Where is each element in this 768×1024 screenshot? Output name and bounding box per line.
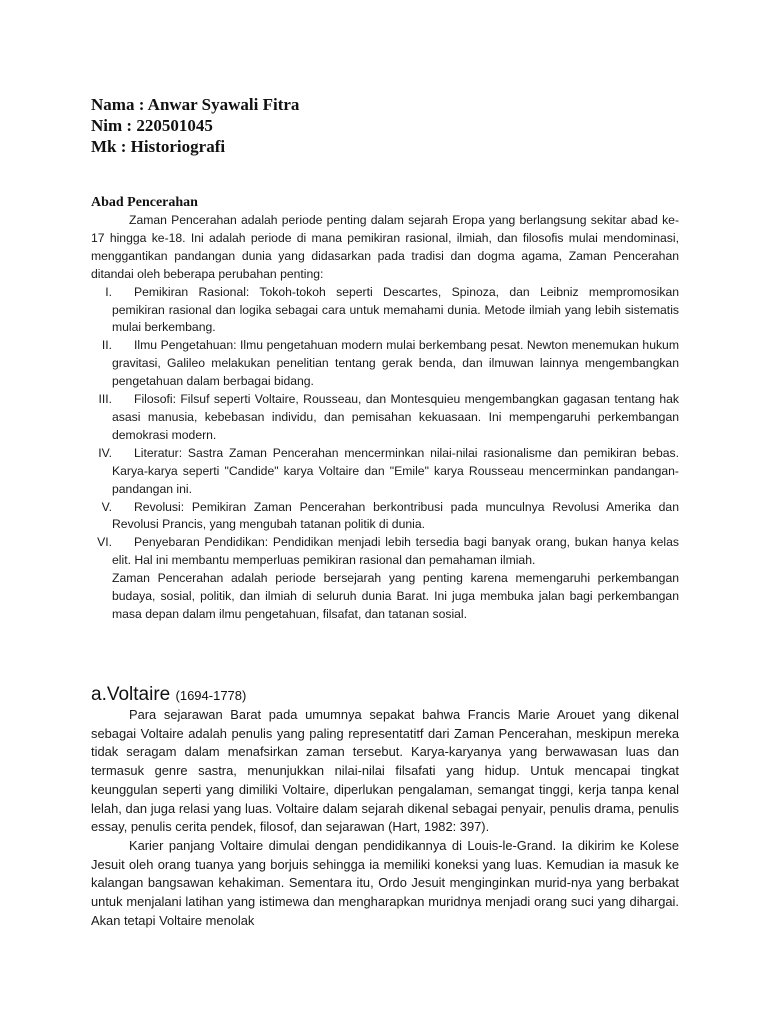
list-item-text: Literatur: Sastra Zaman Pencerahan mencerminkan nilai-nilai rasionalisme dan pemikiran bebas. Karya-karya seperti "Candide" karya Voltaire dan "Emile" karya Rousseau mencerminkan pandangan-pandangan ini.	[112, 445, 679, 496]
list-item-number: I.	[105, 284, 112, 299]
list-item-number: VI.	[97, 535, 112, 550]
list-item	[91, 445, 679, 499]
list-item-number: II.	[101, 338, 112, 353]
student-name: Nama : Anwar Syawali Fitra	[91, 95, 300, 114]
section-body	[91, 212, 679, 624]
closing-paragraph: Zaman Pencerahan adalah periode bersejarah yang penting karena memengaruhi perkembangan budaya, sosial, politik, dan ilmiah di seluruh dunia Barat. Ini juga membuka jalan bagi perkembangan masa depan dalam ilmu pengetahuan, filsafat, dan tatanan sosial.	[112, 571, 679, 621]
student-info	[91, 94, 299, 157]
list-item-text: Pemikiran Rasional: Tokoh-tokoh seperti Descartes, Spinoza, dan Leibniz mempromosikan pemikiran rasional dan logika sebagai cara untuk memahami dunia. Metode ilmiah yang lebih sistematis mulai berkembang.	[112, 284, 679, 335]
intro-paragraph: Zaman Pencerahan adalah periode penting dalam sejarah Eropa yang berlangsung sekitar abad ke-17 hingga ke-18. Ini adalah periode di mana pemikiran rasional, ilmiah, dan filosofis mulai mendominasi, menggantikan pandangan dunia yang didasarkan pada tradisi dan dogma agama, Zaman Pencerahan ditandai oleh beberapa perubahan penting:	[91, 213, 679, 281]
enlightenment-changes-list	[91, 284, 679, 571]
student-nim: Nim : 220501045	[91, 116, 213, 135]
voltaire-years: (1694-1778)	[175, 688, 247, 703]
course-name: Mk : Historiografi	[91, 137, 226, 156]
list-item-text: Revolusi: Pemikiran Zaman Pencerahan berkontribusi pada munculnya Revolusi Amerika dan Revolusi Prancis, yang mengubah tatanan politik di dunia.	[112, 499, 679, 532]
list-item-number: III.	[98, 392, 112, 407]
list-item	[91, 337, 679, 391]
list-item	[91, 284, 679, 338]
voltaire-paragraph-2: Karier panjang Voltaire dimulai dengan pendidikannya di Louis-le-Grand. Ia dikirim ke Kolese Jesuit oleh orang tuanya yang borjuis sehingga ia memiliki koneksi yang luas. Kemudian ia masuk ke kalangan bangsawan kehakiman. Sementara itu, Ordo Jesuit menginginkan murid-nya yang berbakat untuk menjalani latihan yang istimewa dan mengharapkan muridnya menjadi orang suci yang dihargai. Akan tetapi Voltaire menolak	[91, 837, 679, 928]
voltaire-body	[91, 706, 679, 930]
list-item-text: Ilmu Pengetahuan: Ilmu pengetahuan modern mulai berkembang pesat. Newton menemukan hukum gravitasi, Galileo melakukan penelitian tentang gerak benda, dan ilmuwan lainnya mengembangkan pengetahuan dalam berbagai bidang.	[112, 338, 679, 389]
voltaire-title: a.Voltaire	[91, 684, 171, 705]
list-item	[91, 391, 679, 445]
list-item-number: IV.	[98, 445, 112, 460]
list-item-text: Filosofi: Filsuf seperti Voltaire, Rousseau, dan Montesquieu mengembangkan gagasan tentang hak asasi manusia, kebebasan individu, dan pemisahan kekuasaan. Ini mempengaruhi perkembangan demokrasi modern.	[112, 392, 679, 442]
list-item	[91, 499, 679, 535]
section-title: Abad Pencerahan	[91, 195, 198, 210]
voltaire-heading	[91, 683, 246, 708]
list-item-text: Penyebaran Pendidikan: Pendidikan menjadi lebih tersedia bagi banyak orang, bukan hanya kelas elit. Hal ini membantu memperluas pemikiran rasional dan pemahaman ilmiah.	[112, 535, 679, 568]
voltaire-paragraph-1: Para sejarawan Barat pada umumnya sepakat bahwa Francis Marie Arouet yang dikenal sebagai Voltaire adalah penulis yang paling representatitf dari Zaman Pencerahan, meskipun mereka tidak seragam dalam menafsirkan zaman tersebut. Karya-karyanya yang berwawasan luas dan termasuk genre sastra, menunjukkan nilai-nilai filsafati yang hidup. Untuk mencapai tingkat keunggulan seperti yang dimiliki Voltaire, diperlukan pengalaman, semangat tinggi, kerja tanpa kenal lelah, dan juga relasi yang luas. Voltaire dalam sejarah dikenal sebagai penyair, penulis drama, penulis essay, penulis cerita pendek, filosof, dan sejarawan (Hart, 1982: 397).	[91, 707, 679, 835]
list-item	[91, 534, 679, 570]
list-item-number: V.	[101, 499, 112, 514]
